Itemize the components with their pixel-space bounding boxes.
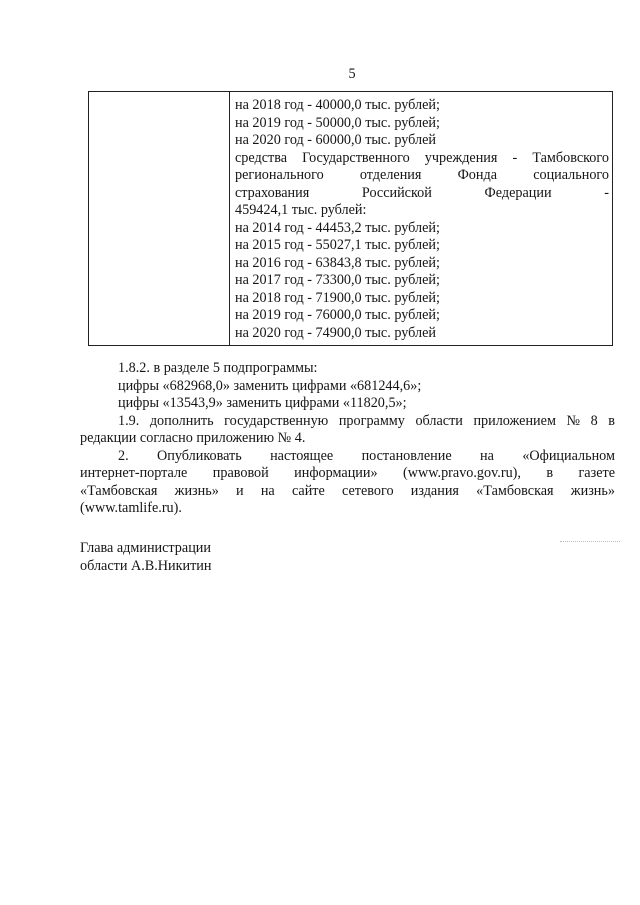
paragraph-2-line-3: «Тамбовская жизнь» и на сайте сетевого издания «Тамбовская жизнь»	[80, 482, 615, 499]
fund-total: 459424,1 тыс. рублей:	[235, 202, 367, 218]
signature-name: области А.В.Никитин	[80, 557, 212, 574]
table-right-cell	[235, 97, 609, 342]
fund-description-line-1: средства Государственного учреждения - Тамбовского	[235, 149, 609, 166]
paragraph-2-line-2: интернет-портале правовой информации» (www.pravo.gov.ru), в газете	[80, 465, 615, 481]
signature-title: Глава администрации	[80, 540, 211, 556]
page-number: 5	[348, 66, 356, 82]
paragraph-1-8-2-item-b: цифры «13543,9» заменить цифрами «11820,5»;	[118, 395, 407, 411]
funding-row: на 2014 год - 44453,2 тыс. рублей;	[235, 219, 440, 236]
funding-row: на 2018 год - 40000,0 тыс. рублей;	[235, 97, 440, 113]
funding-row: на 2020 год - 60000,0 тыс. рублей	[235, 132, 436, 148]
funding-row: на 2019 год - 76000,0 тыс. рублей;	[235, 307, 440, 323]
paragraph-1-8-2-item-a: цифры «682968,0» заменить цифрами «681244,6»;	[118, 377, 422, 394]
funding-row: на 2016 год - 63843,8 тыс. рублей;	[235, 254, 440, 271]
amendment-text	[80, 360, 615, 518]
scan-artifact	[560, 541, 620, 542]
funding-table	[88, 91, 613, 346]
fund-description-line-3: страхования Российской Федерации -	[235, 184, 609, 201]
funding-row: на 2015 год - 55027,1 тыс. рублей;	[235, 237, 440, 253]
paragraph-1-9-line-2: редакции согласно приложению № 4.	[80, 430, 306, 446]
signature-block	[80, 540, 211, 575]
funding-row: на 2017 год - 73300,0 тыс. рублей;	[235, 272, 440, 288]
funding-row: на 2019 год - 50000,0 тыс. рублей;	[235, 114, 440, 131]
paragraph-2-line-4: (www.tamlife.ru).	[80, 500, 182, 516]
paragraph-1-9-line-1: 1.9. дополнить государственную программу области приложением № 8 в	[118, 412, 615, 429]
funding-row: на 2020 год - 74900,0 тыс. рублей	[235, 324, 436, 341]
paragraph-2-line-1: 2. Опубликовать настоящее постановление на «Официальном	[118, 447, 615, 464]
funding-row: на 2018 год - 71900,0 тыс. рублей;	[235, 289, 440, 306]
table-left-cell	[89, 92, 230, 345]
fund-description-line-2: регионального отделения Фонда социального	[235, 167, 609, 183]
paragraph-1-8-2: 1.8.2. в разделе 5 подпрограммы:	[118, 360, 318, 376]
